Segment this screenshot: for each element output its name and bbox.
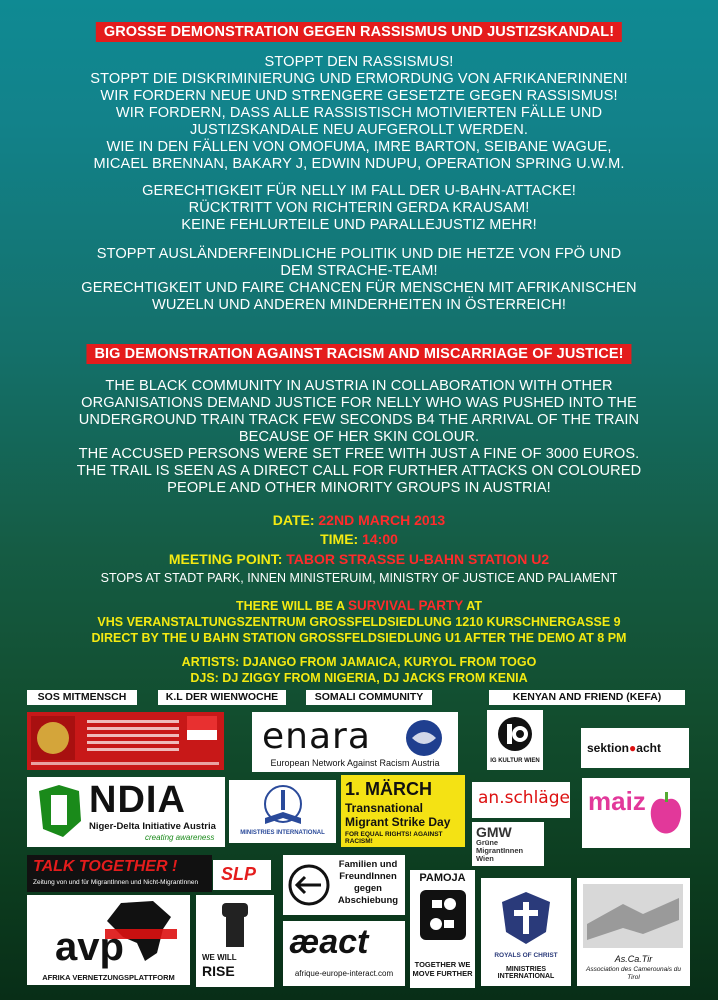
- ascatir-name: As.Ca.Tir: [614, 954, 653, 964]
- gmw-logo: [472, 822, 544, 866]
- royals-text: ROYALS OF CHRIST: [494, 952, 558, 959]
- german-line: WIE IN DEN FÄLLEN VON OMOFUMA, IMRE BARTON, SEIBANE WAGUE,: [106, 139, 612, 155]
- globe-icon: [404, 718, 444, 758]
- pamoja-emblem-icon: [418, 888, 468, 942]
- party-name: SURVIVAL PARTY: [348, 598, 464, 613]
- date-label: DATE:: [272, 512, 315, 528]
- english-line: PEOPLE AND OTHER MINORITY GROUPS IN AUSTRIA!: [167, 480, 551, 496]
- march-sub2: Migrant Strike Day: [345, 815, 451, 829]
- german-line: WIR FORDERN, DASS ALLE RASSISTISCH MOTIVIERTEN FÄLLE UND: [115, 105, 603, 121]
- familien-line2: FreundInnen: [339, 871, 397, 882]
- german-line: GERECHTIGKEIT FÜR NELLY IM FALL DER U-BAHN-ATTACKE!: [142, 183, 576, 199]
- german-line: WIR FORDERN NEUE UND STRENGERE GESETZTE GEGEN RASSISMUS!: [100, 88, 618, 104]
- talk-together-logo: [27, 855, 212, 892]
- ascatir-subtitle: Association des Camerounais du Tirol: [585, 966, 682, 981]
- sektion-text: sektion: [587, 741, 630, 755]
- march-sub3: FOR EQUAL RIGHTS! AGAINST RACISM!: [345, 831, 443, 845]
- gmw-sub2: MigrantInnen: [476, 846, 524, 855]
- igkultur-icon: [497, 714, 533, 754]
- maiz-wordmark: maiz: [588, 786, 646, 816]
- bible-icon: [253, 784, 313, 828]
- march-title: 1. MÄRCH: [345, 779, 433, 799]
- slp-logo: [213, 860, 271, 890]
- maiz-logo: [582, 778, 690, 848]
- ministries-text: MINISTRIES INTERNATIONAL: [240, 830, 325, 836]
- ndia-subtitle: Niger-Delta Initiative Austria: [89, 821, 216, 832]
- pamoja-tagline: TOGETHER WE MOVE FURTHER: [412, 960, 473, 978]
- familien-line1: Familien und: [338, 859, 398, 870]
- party-at: AT: [466, 599, 483, 613]
- nigeria-map-icon: [33, 781, 85, 841]
- time-label: TIME:: [320, 531, 359, 547]
- english-line: BECAUSE OF HER SKIN COLOUR.: [238, 429, 480, 445]
- english-text: [0, 378, 718, 497]
- avp-wordmark: avp: [55, 925, 124, 969]
- avp-logo: [27, 895, 190, 985]
- we-will-rise-logo: [196, 895, 274, 987]
- gmw-wordmark: GMW: [476, 824, 512, 840]
- march-sub1: Transnational: [345, 801, 424, 815]
- english-line: THE BLACK COMMUNITY IN AUSTRIA IN COLLABORATION WITH OTHER: [105, 378, 613, 394]
- ministries-logo: [229, 780, 336, 843]
- time-value: 14:00: [362, 531, 398, 547]
- rise-line1: WE WILL: [202, 953, 237, 962]
- familien-line4: Abschiebung: [337, 895, 399, 906]
- anschlaege-wordmark: an.schläge: [478, 788, 570, 808]
- anschlaege-logo: [472, 782, 570, 818]
- english-line: UNDERGROUND TRAIN TRACK FEW SECONDS B4 THE ARRIVAL OF THE TRAIN: [78, 412, 640, 428]
- label-kl-wienwoche: K.L DER WIENWOCHE: [158, 690, 286, 705]
- royals-subtitle: MINISTRIES INTERNATIONAL: [497, 966, 555, 980]
- party-intro: THERE WILL BE A: [235, 599, 345, 613]
- english-line: THE ACCUSED PERSONS WERE SET FREE WITH JUST A FINE OF 3000 EUROS.: [78, 446, 640, 462]
- enara-wordmark: enara: [262, 716, 371, 757]
- english-heading: BIG DEMONSTRATION AGAINST RACISM AND MISCARRIAGE OF JUSTICE!: [86, 344, 631, 364]
- slp-wordmark: SLP: [221, 864, 257, 884]
- enara-tagline: European Network Against Racism Austria: [270, 758, 440, 768]
- gmw-sub3: Wien: [476, 854, 494, 863]
- ndia-tagline: creating awareness: [145, 833, 215, 842]
- avp-subtitle: AFRIKA VERNETZUNGSPLATTFORM: [42, 973, 175, 982]
- pamoja-logo: [410, 870, 475, 988]
- familien-line3: gegen: [354, 883, 382, 894]
- german-line: MICAEL BRENNAN, BAKARY J, EDWIN NDUPU, OPERATION SPRING U.W.M.: [93, 156, 625, 172]
- meeting-label: MEETING POINT:: [168, 551, 283, 567]
- igkultur-logo: [487, 710, 543, 770]
- german-line: WUZELN UND ANDEREN MINDERHEITEN IN ÖSTERREICH!: [151, 297, 567, 313]
- apple-icon: [646, 790, 686, 838]
- english-line: THE TRAIL IS SEEN AS A DIRECT CALL FOR FURTHER ATTACKS ON COLOURED: [76, 463, 642, 479]
- raised-fist-icon: [204, 899, 266, 951]
- pamoja-wordmark: PAMOJA: [419, 872, 466, 884]
- verein-logo: [27, 712, 224, 770]
- event-date: [0, 512, 718, 528]
- label-somali-community: SOMALI COMMUNITY: [306, 690, 432, 705]
- djs-line: DJS: DJ ZIGGY FROM NIGERIA, DJ JACKS FROM KENIA: [190, 671, 528, 685]
- label-kenyan-friend: KENYAN AND FRIEND (KEFA): [489, 690, 685, 705]
- german-line: STOPPT DIE DISKRIMINIERUNG UND ERMORDUNG VON AFRIKANERINNEN!: [90, 71, 628, 87]
- igkultur-text: IG KULTUR WIEN: [490, 758, 540, 764]
- meeting-value: TABOR STRASSE U-BAHN STATION U2: [286, 551, 550, 567]
- ae-ligature: æ: [289, 923, 320, 961]
- german-line: JUSTIZSKANDALE NEU AUFGEROLLT WERDEN.: [189, 122, 529, 138]
- party-venue: VHS VERANSTALTUNGSZENTRUM GROSSFELDSIEDLUNG 1210 KURSCHNERGASSE 9: [97, 615, 621, 629]
- crest-icon: [496, 888, 556, 948]
- act-wordmark: act: [319, 923, 369, 961]
- ascatir-logo: [577, 878, 690, 986]
- march-strike-logo: [341, 775, 465, 847]
- verein-logo-graphic: [27, 712, 224, 770]
- enara-logo: [252, 712, 458, 772]
- german-line: STOPPT AUSLÄNDERFEINDLICHE POLITIK UND DIE HETZE VON FPÖ UND: [96, 246, 622, 262]
- familien-logo: [283, 855, 405, 915]
- talk-wordmark: TALK TOGETHER !: [33, 858, 178, 875]
- talk-subtitle: Zeitung von und für MigrantInnen und Nicht-MigrantInnen: [33, 879, 199, 886]
- date-value: 22ND MARCH 2013: [318, 512, 446, 528]
- german-line: KEINE FEHLURTEILE UND PARALLEJUSTIZ MEHR!: [181, 217, 537, 233]
- english-line: ORGANISATIONS DEMAND JUSTICE FOR NELLY WHO WAS PUSHED INTO THE: [81, 395, 637, 411]
- artists-line: ARTISTS: DJANGO FROM JAMAICA, KURYOL FROM TOGO: [181, 655, 537, 669]
- german-line: STOPPT DEN RASSISMUS!: [264, 54, 454, 70]
- german-heading: GROSSE DEMONSTRATION GEGEN RASSISMUS UND JUSTIZSKANDAL!: [96, 22, 622, 42]
- german-line: DEM STRACHE-TEAM!: [280, 263, 438, 279]
- royals-logo: [481, 878, 571, 986]
- german-line: GERECHTIGKEIT UND FAIRE CHANCEN FÜR MENSCHEN MIT AFRIKANISCHEN: [81, 280, 637, 296]
- party-line: [0, 598, 718, 613]
- sektion-acht-logo: sektion●acht: [581, 728, 689, 768]
- act-url: afrique-europe-interact.com: [294, 969, 394, 978]
- meeting-point: [0, 551, 718, 567]
- handshake-icon: [583, 884, 683, 948]
- event-time: [0, 531, 718, 547]
- arrow-circle-icon: [287, 863, 331, 907]
- label-sos-mitmensch: SOS MITMENSCH: [27, 690, 137, 705]
- stops-text: STOPS AT STADT PARK, INNEN MINISTERUIM, MINISTRY OF JUSTICE AND PALIAMENT: [100, 571, 618, 585]
- gmw-sub1: Grüne: [476, 838, 499, 847]
- german-line: RÜCKTRITT VON RICHTERIN GERDA KRAUSAM!: [188, 200, 530, 216]
- ndia-logo: [27, 777, 225, 847]
- acht-text: acht: [636, 741, 661, 755]
- german-text: [0, 54, 718, 314]
- party-directions: DIRECT BY THE U BAHN STATION GROSSFELDSIEDLUNG U1 AFTER THE DEMO AT 8 PM: [91, 631, 627, 645]
- afrique-europe-logo: [283, 921, 405, 986]
- rise-line2: RISE: [202, 963, 235, 979]
- ndia-wordmark: NDIA: [89, 779, 186, 821]
